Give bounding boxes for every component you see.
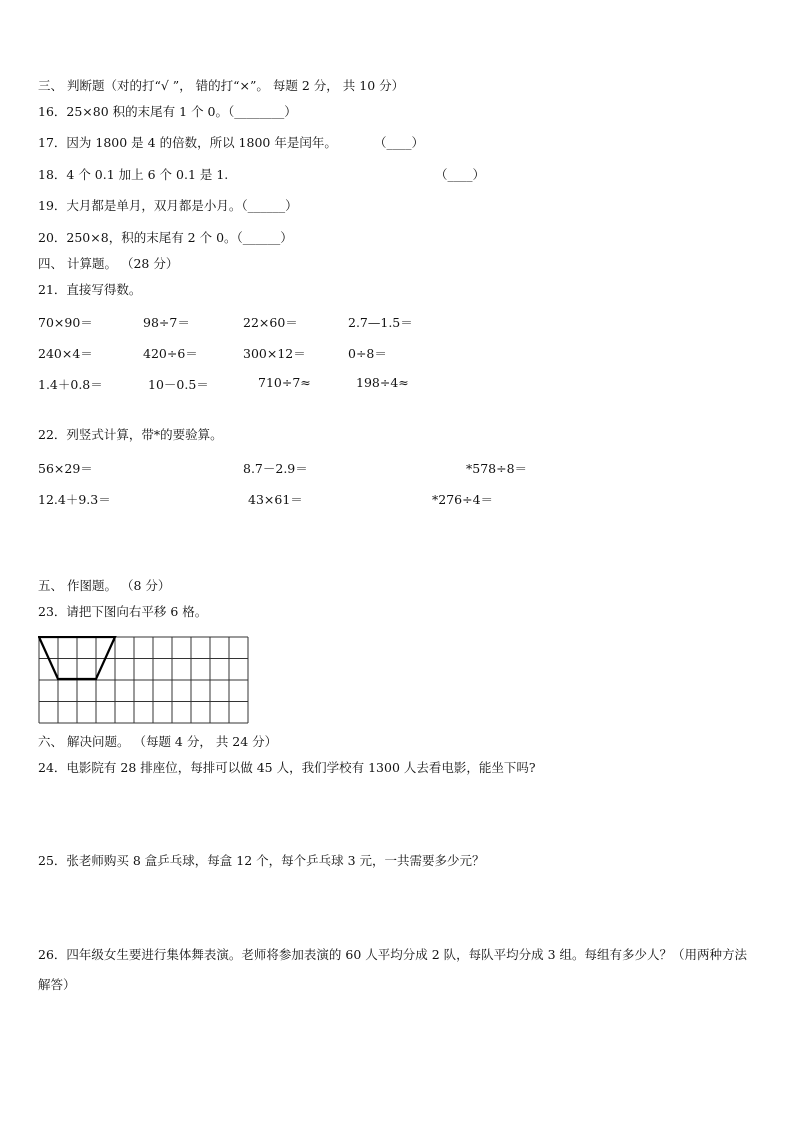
question-21: 21．直接写得数。: [38, 282, 142, 297]
calc-item: 43×61＝: [248, 492, 303, 507]
question-26: 26．四年级女生要进行集体舞表演。老师将参加表演的 60 人平均分成 2 队，每队平均分成 3 组。每组有多少人？（用两种方法解答）: [38, 947, 748, 992]
calc-item: 70×90＝: [38, 315, 93, 330]
question-17-answer-blank: （____）: [374, 135, 425, 150]
drawing-grid: [38, 636, 250, 728]
question-18: 18．4 个 0.1 加上 6 个 0.1 是 1.: [38, 167, 229, 182]
calc-item: 198÷4≈: [356, 375, 409, 390]
calc-item: 12.4＋9.3＝: [38, 492, 111, 507]
calc-item: 10－0.5＝: [148, 377, 209, 392]
calc-item: *276÷4＝: [432, 492, 494, 507]
section-5-header: 五、 作图题。 （8 分）: [38, 578, 171, 593]
calc-item: 22×60＝: [243, 315, 298, 330]
calc-item: 420÷6＝: [143, 346, 198, 361]
question-23: 23．请把下图向右平移 6 格。: [38, 604, 208, 619]
question-24: 24．电影院有 28 排座位，每排可以做 45 人，我们学校有 1300 人去看电影，能坐下吗?: [38, 760, 536, 775]
grid-with-trapezoid: [38, 636, 250, 724]
calc-item: 1.4＋0.8＝: [38, 377, 103, 392]
section-6-header: 六、 解决问题。 （每题 4 分， 共 24 分）: [38, 734, 278, 749]
question-18-answer-blank: （____）: [435, 167, 486, 182]
question-20: 20．250×8，积的末尾有 2 个 0。（______）: [38, 230, 293, 245]
calc-item: 0÷8＝: [348, 346, 387, 361]
question-19: 19．大月都是单月，双月都是小月。（______）: [38, 198, 298, 213]
calc-item: 8.7－2.9＝: [243, 461, 308, 476]
question-25: 25．张老师购买 8 盒乒乓球，每盒 12 个，每个乒乓球 3 元，一共需要多少元？: [38, 853, 485, 868]
question-16: 16．25×80 积的末尾有 1 个 0。（________）: [38, 104, 297, 119]
section-3-header: 三、 判断题（对的打“√ ”， 错的打“×”。 每题 2 分， 共 10 分）: [38, 78, 405, 93]
calc-item: 2.7—1.5＝: [348, 315, 413, 330]
question-17: 17．因为 1800 是 4 的倍数，所以 1800 年是闰年。: [38, 135, 337, 150]
section-4-header: 四、 计算题。 （28 分）: [38, 256, 179, 271]
calc-item: 240×4＝: [38, 346, 93, 361]
calc-item: 300×12＝: [243, 346, 306, 361]
question-22: 22．列竖式计算，带*的要验算。: [38, 427, 223, 442]
calc-item: 710÷7≈: [258, 375, 311, 390]
calc-item: 98÷7＝: [143, 315, 190, 330]
calc-item: 56×29＝: [38, 461, 93, 476]
calc-item: *578÷8＝: [466, 461, 528, 476]
